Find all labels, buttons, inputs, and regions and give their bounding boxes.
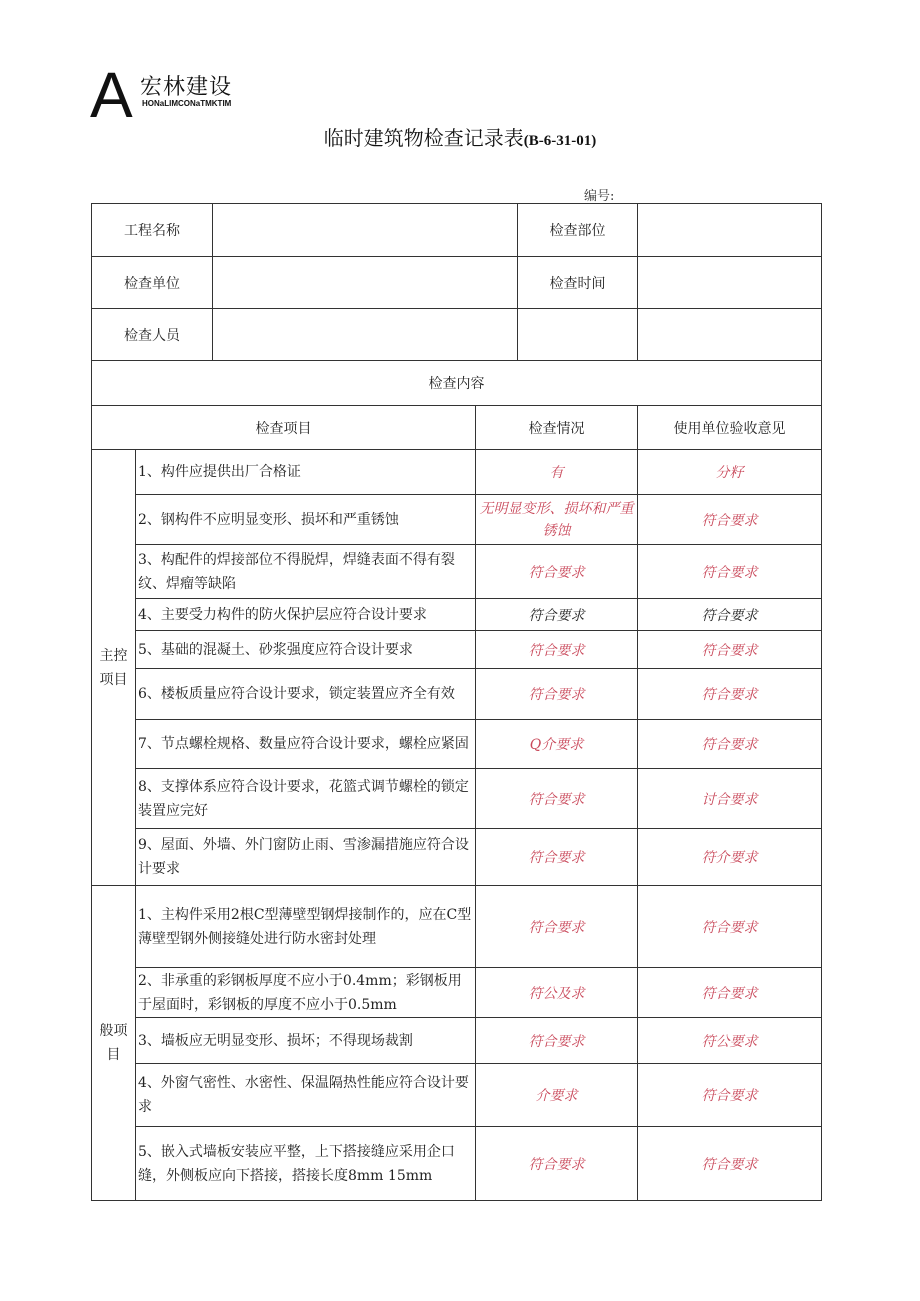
check-status[interactable]: 符合要求 <box>476 631 638 669</box>
column-header-status: 检查情况 <box>476 406 638 450</box>
check-time-label: 检查时间 <box>518 257 638 309</box>
acceptance-opinion[interactable]: 符合要求 <box>638 545 822 599</box>
check-status[interactable]: 介要求 <box>476 1064 638 1127</box>
column-header-opinion: 使用单位验收意见 <box>638 406 822 450</box>
check-unit-label: 检查单位 <box>92 257 213 309</box>
check-status[interactable]: 符合要求 <box>476 1127 638 1201</box>
acceptance-opinion[interactable]: 符合要求 <box>638 1127 822 1201</box>
check-item: 1、主构件采用2根C型薄壁型钢焊接制作的，应在C型薄壁型钢外侧接缝处进行防水密封处理 <box>136 886 476 968</box>
check-status[interactable]: 符合要求 <box>476 886 638 968</box>
inspection-table <box>91 203 822 1201</box>
column-header-item: 检查项目 <box>92 406 476 450</box>
acceptance-opinion[interactable]: 符公要求 <box>638 1018 822 1064</box>
acceptance-opinion[interactable]: 符介要求 <box>638 829 822 886</box>
inspector-value[interactable] <box>213 309 518 361</box>
check-item: 3、构配件的焊接部位不得脱焊，焊缝表面不得有裂纹、焊瘤等缺陷 <box>136 545 476 599</box>
check-item: 7、节点螺栓规格、数量应符合设计要求，螺栓应紧固 <box>136 720 476 769</box>
blank-cell[interactable] <box>518 309 638 361</box>
category-general: 般项目 <box>92 886 136 1201</box>
check-part-value[interactable] <box>638 204 822 257</box>
check-item: 3、墙板应无明显变形、损坏；不得现场裁割 <box>136 1018 476 1064</box>
acceptance-opinion[interactable]: 讨合要求 <box>638 769 822 829</box>
blank-cell[interactable] <box>638 309 822 361</box>
project-name-label: 工程名称 <box>92 204 213 257</box>
content-header: 检查内容 <box>92 361 822 406</box>
acceptance-opinion[interactable]: 符合要求 <box>638 1064 822 1127</box>
check-status[interactable]: 符合要求 <box>476 599 638 631</box>
check-status[interactable]: 符公及求 <box>476 968 638 1018</box>
check-status[interactable]: 符合要求 <box>476 1018 638 1064</box>
check-status[interactable]: 符合要求 <box>476 769 638 829</box>
acceptance-opinion[interactable]: 符合要求 <box>638 886 822 968</box>
check-status[interactable]: 符合要求 <box>476 829 638 886</box>
category-main-control: 主控项目 <box>92 450 136 886</box>
acceptance-opinion[interactable]: 符合要求 <box>638 669 822 720</box>
acceptance-opinion[interactable]: 符合要求 <box>638 968 822 1018</box>
document-number-label: 编号: <box>584 189 615 204</box>
inspector-label: 检查人员 <box>92 309 213 361</box>
check-item: 4、主要受力构件的防火保护层应符合设计要求 <box>136 599 476 631</box>
project-name-value[interactable] <box>213 204 518 257</box>
check-unit-value[interactable] <box>213 257 518 309</box>
check-status[interactable]: 无明显变形、损坏和严重锈蚀 <box>476 495 638 545</box>
acceptance-opinion[interactable]: 符合要求 <box>638 495 822 545</box>
acceptance-opinion[interactable]: 符合要求 <box>638 720 822 769</box>
document-title-text: 临时建筑物检查记录表 <box>323 126 524 150</box>
company-logo-letter: A <box>90 59 133 131</box>
check-status[interactable]: 有 <box>476 450 638 495</box>
check-item: 4、外窗气密性、水密性、保温隔热性能应符合设计要求 <box>136 1064 476 1127</box>
acceptance-opinion[interactable]: 分籽 <box>638 450 822 495</box>
company-name-en: HONaLIMCONaTMKTIM <box>142 99 232 108</box>
acceptance-opinion[interactable]: 符合要求 <box>638 631 822 669</box>
check-status[interactable]: Q介要求 <box>476 720 638 769</box>
company-name-cn: 宏林建设 <box>140 75 233 100</box>
check-item: 1、构件应提供出厂合格证 <box>136 450 476 495</box>
check-status[interactable]: 符合要求 <box>476 545 638 599</box>
acceptance-opinion[interactable]: 符合要求 <box>638 599 822 631</box>
document-code: (B-6-31-01) <box>523 133 597 149</box>
check-time-value[interactable] <box>638 257 822 309</box>
check-status[interactable]: 符合要求 <box>476 669 638 720</box>
check-item: 5、嵌入式墙板安装应平整，上下搭接缝应采用企口缝，外侧板应向下搭接，搭接长度8mm 15mm <box>136 1127 476 1201</box>
check-item: 9、屋面、外墙、外门窗防止雨、雪渗漏措施应符合设计要求 <box>136 829 476 886</box>
document-title <box>0 122 920 151</box>
check-item: 2、非承重的彩钢板厚度不应小于0.4mm；彩钢板用于屋面时，彩钢板的厚度不应小于0.5mm <box>136 968 476 1018</box>
check-item: 6、楼板质量应符合设计要求，锁定装置应齐全有效 <box>136 669 476 720</box>
check-item: 2、钢构件不应明显变形、损坏和严重锈蚀 <box>136 495 476 545</box>
check-item: 8、支撑体系应符合设计要求，花篮式调节螺栓的锁定装置应完好 <box>136 769 476 829</box>
check-item: 5、基础的混凝土、砂浆强度应符合设计要求 <box>136 631 476 669</box>
check-part-label: 检查部位 <box>518 204 638 257</box>
